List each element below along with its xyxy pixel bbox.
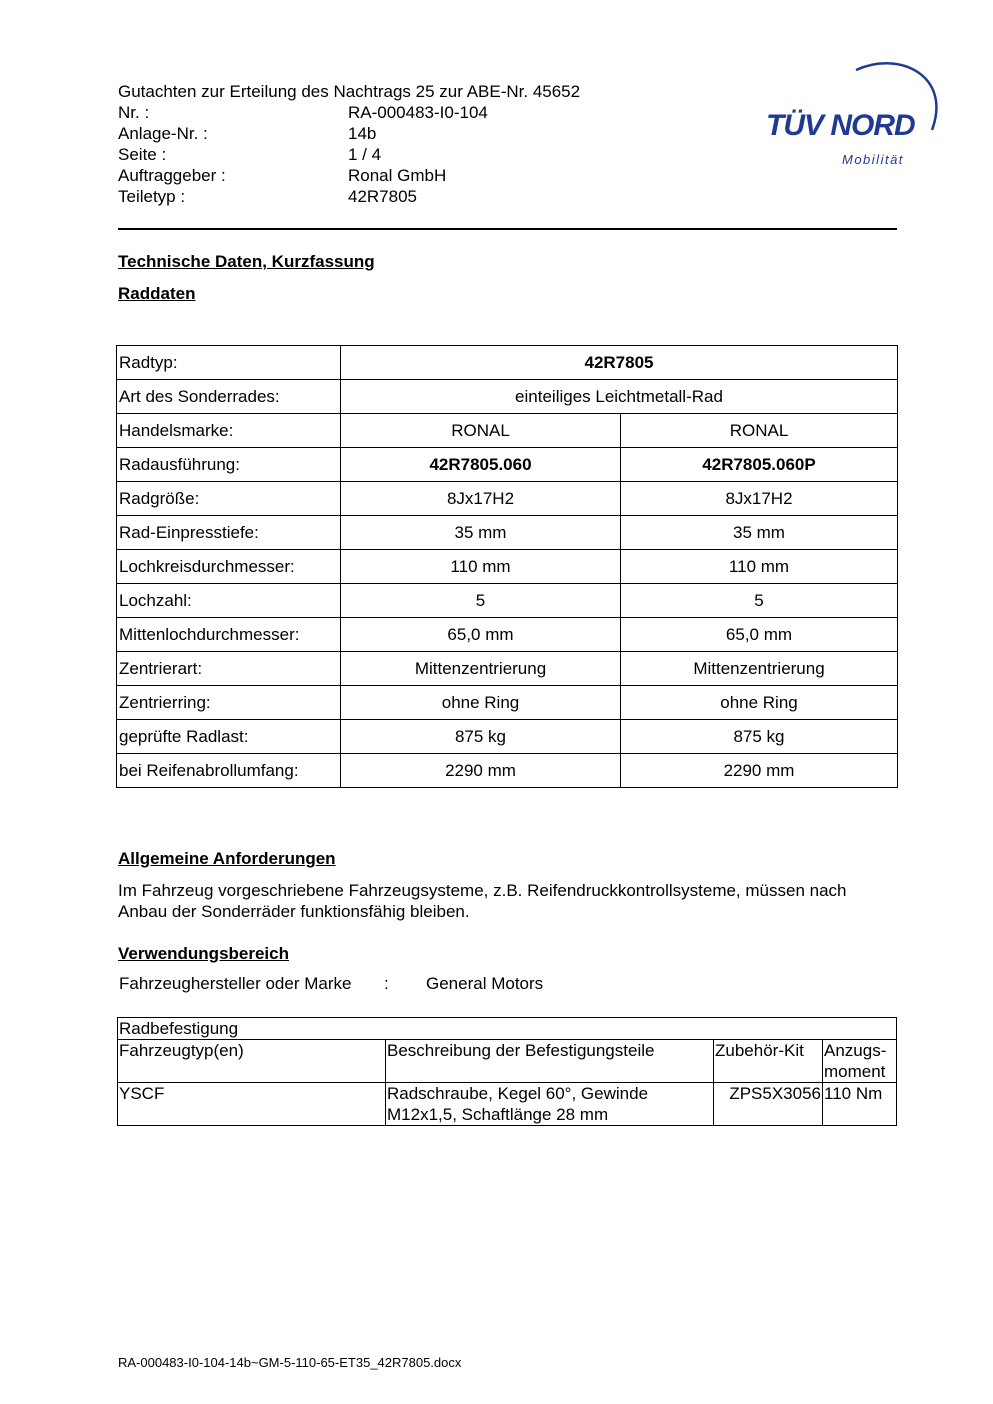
table-row xyxy=(117,448,898,482)
table-row xyxy=(117,652,898,686)
header-label: Nr. : xyxy=(118,103,150,122)
spec-value: RONAL xyxy=(341,414,621,448)
fixing-description-line: Radschraube, Kegel 60°, Gewinde xyxy=(387,1084,649,1103)
table-row xyxy=(117,618,898,652)
header-label: Auftraggeber : xyxy=(118,166,226,185)
header-value: Ronal GmbH xyxy=(348,166,447,185)
spec-value: ohne Ring xyxy=(621,686,898,720)
spec-value: 5 xyxy=(341,584,621,618)
document-header: Gutachten zur Erteilung des Nachtrags 25 zur ABE-Nr. 45652 Nr. : RA-000483-I0-104 Anlage-Nr. : 14b Seite : 1 / 4 Auftraggeber : Ronal GmbH Teiletyp : 42R7805 xyxy=(118,82,581,206)
spec-label: Lochkreisdurchmesser: xyxy=(117,550,341,584)
spec-value: Mittenzentrierung xyxy=(341,652,621,686)
column-header: Beschreibung der Befestigungsteile xyxy=(386,1040,714,1083)
spec-value: Mittenzentrierung xyxy=(621,652,898,686)
logo-brand-text: TÜV NORD xyxy=(766,109,915,142)
spec-value: 110 mm xyxy=(341,550,621,584)
spec-label: Lochzahl: xyxy=(117,584,341,618)
section-title-raddaten: Raddaten xyxy=(118,284,196,303)
spec-value: 875 kg xyxy=(341,720,621,754)
header-value: 1 / 4 xyxy=(348,145,382,164)
spec-value: 42R7805.060P xyxy=(621,448,898,482)
fixing-description xyxy=(386,1083,714,1126)
header-label: Teiletyp : xyxy=(118,187,186,206)
spec-value: einteiliges Leichtmetall-Rad xyxy=(341,380,898,414)
spec-value: 65,0 mm xyxy=(341,618,621,652)
radbefestigung-table xyxy=(117,1017,897,1126)
spec-value: RONAL xyxy=(621,414,898,448)
tuv-nord-logo-graphic xyxy=(760,56,940,171)
raddaten-table xyxy=(116,345,898,788)
spec-label: Mittenlochdurchmesser: xyxy=(117,618,341,652)
header-value: 42R7805 xyxy=(348,187,418,206)
table-row xyxy=(117,754,898,788)
section-title-allgemeine-anforderungen: Allgemeine Anforderungen xyxy=(118,849,336,868)
table-row xyxy=(118,1083,897,1126)
spec-value: 2290 mm xyxy=(341,754,621,788)
fixing-torque: 110 Nm xyxy=(823,1083,897,1126)
table-row xyxy=(118,1040,897,1083)
usage-label: Fahrzeughersteller oder Marke xyxy=(119,974,352,993)
table-row xyxy=(117,550,898,584)
fixing-description-line: M12x1,5, Schaftlänge 28 mm xyxy=(387,1105,609,1124)
table-row xyxy=(118,1018,897,1040)
header-value: RA-000483-I0-104 xyxy=(348,103,488,122)
spec-label: Radgröße: xyxy=(117,482,341,516)
spec-label: Rad-Einpresstiefe: xyxy=(117,516,341,550)
table-row xyxy=(117,720,898,754)
spec-value: 875 kg xyxy=(621,720,898,754)
section-title-technische-daten: Technische Daten, Kurzfassung xyxy=(118,252,375,271)
fixing-vehicle-type: YSCF xyxy=(118,1083,386,1126)
column-header: Fahrzeugtyp(en) xyxy=(118,1040,386,1083)
spec-value: 42R7805.060 xyxy=(341,448,621,482)
table-row xyxy=(117,584,898,618)
spec-label: geprüfte Radlast: xyxy=(117,720,341,754)
table-row xyxy=(117,380,898,414)
spec-label: Art des Sonderrades: xyxy=(117,380,341,414)
spec-label: Zentrierart: xyxy=(117,652,341,686)
fixing-kit: ZPS5X3056 xyxy=(714,1083,823,1126)
spec-label: Radtyp: xyxy=(117,346,341,380)
spec-value: 65,0 mm xyxy=(621,618,898,652)
usage-value: General Motors xyxy=(426,974,544,993)
spec-value: 5 xyxy=(621,584,898,618)
header-label: Seite : xyxy=(118,145,167,164)
spec-value: 110 mm xyxy=(621,550,898,584)
table-row xyxy=(117,414,898,448)
header-label: Anlage-Nr. : xyxy=(118,124,208,143)
spec-label: Zentrierring: xyxy=(117,686,341,720)
table-row xyxy=(117,516,898,550)
spec-label: Handelsmarke: xyxy=(117,414,341,448)
spec-value: 42R7805 xyxy=(341,346,898,380)
spec-value: 35 mm xyxy=(621,516,898,550)
column-header: Zubehör-Kit xyxy=(714,1040,823,1083)
tuv-nord-logo xyxy=(760,56,940,171)
usage-separator: : xyxy=(384,974,389,993)
spec-label: Radausführung: xyxy=(117,448,341,482)
header-value: 14b xyxy=(348,124,377,143)
spec-value: ohne Ring xyxy=(341,686,621,720)
spec-value: 35 mm xyxy=(341,516,621,550)
spec-label: bei Reifenabrollumfang: xyxy=(117,754,341,788)
logo-subtitle-text: Mobilität xyxy=(842,152,904,167)
general-requirements-text: Im Fahrzeug vorgeschriebene Fahrzeugsysteme, z.B. Reifendruckkontrollsysteme, müssen nach Anbau der Sonderräder funktionsfähig bleiben. xyxy=(118,881,847,921)
table-row xyxy=(117,346,898,380)
spec-value: 8Jx17H2 xyxy=(621,482,898,516)
column-header: Anzugs- moment xyxy=(823,1040,897,1083)
table-title: Radbefestigung xyxy=(118,1018,897,1040)
section-title-verwendungsbereich: Verwendungsbereich xyxy=(118,944,289,963)
table-row xyxy=(117,686,898,720)
table-row xyxy=(117,482,898,516)
document-footer: RA-000483-I0-104-14b~GM-5-110-65-ET35_42R7805.docx xyxy=(118,1355,462,1370)
header-divider xyxy=(118,228,897,230)
spec-value: 2290 mm xyxy=(621,754,898,788)
spec-value: 8Jx17H2 xyxy=(341,482,621,516)
